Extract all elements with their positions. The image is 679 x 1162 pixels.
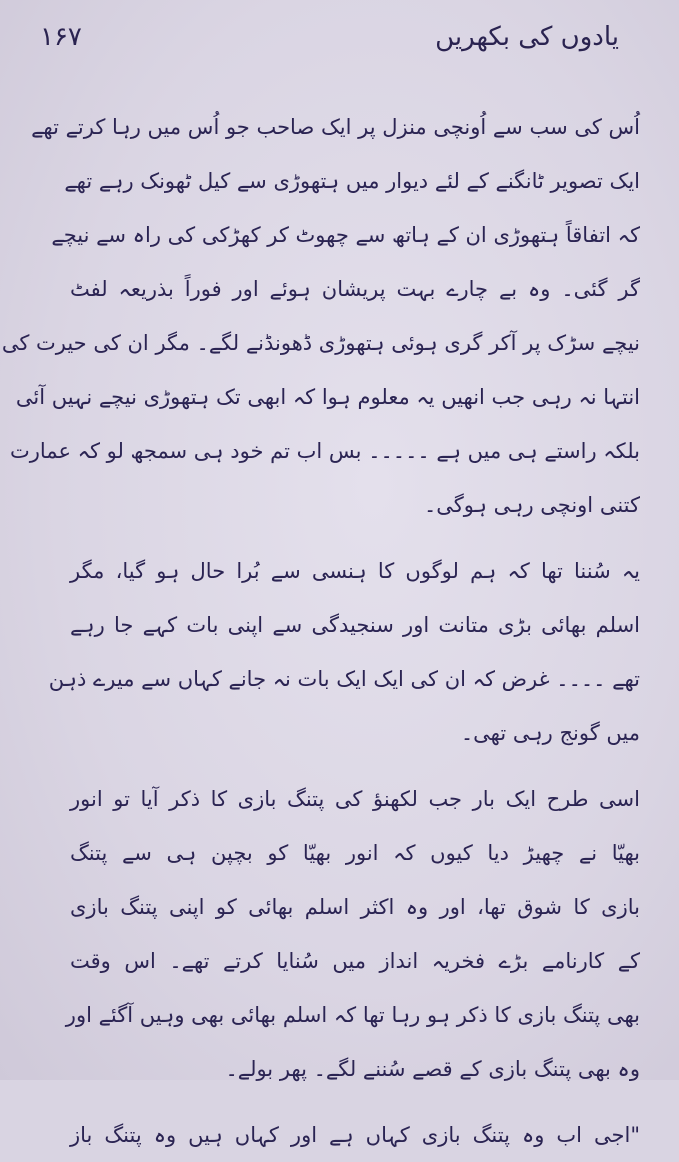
text-line: کہ اتفاقاً ہتھوڑی ان کے ہاتھ سے چھوٹ کر کھڑکی کی راہ سے نیچے — [51, 223, 640, 247]
text-line: بھیّا نے چھیڑ دیا کیوں کہ انور بھیّا کو بچپن ہی سے پتنگ — [70, 841, 640, 865]
text-line: یہ سُننا تھا کہ ہم لوگوں کا ہنسی سے بُرا حال ہو گیا، مگر — [70, 559, 640, 583]
paragraph-gap — [70, 532, 640, 544]
paragraph — [1, 100, 640, 532]
text-line: نیچے سڑک پر آکر گری ہوئی ہتھوڑی ڈھونڈنے لگے۔ مگر ان کی حیرت کی — [1, 331, 640, 355]
running-title: یادوں کی بکھریں — [435, 22, 619, 52]
paragraph — [65, 772, 640, 1096]
body-text — [1, 100, 640, 1162]
text-line: اسلم بھائی بڑی متانت اور سنجیدگی سے اپنی بات کہے جا رہے — [70, 613, 640, 637]
text-line: تھے ۔۔۔۔ غرض کہ ان کی ایک ایک بات نہ جانے کہاں سے میرے ذہن — [48, 667, 640, 691]
text-line: بھی پتنگ بازی کا ذکر ہو رہا تھا کہ اسلم بھائی بھی وہیں آگئے اور — [65, 1003, 640, 1027]
text-line: اسی طرح ایک بار جب لکھنؤ کی پتنگ بازی کا ذکر آیا تو انور — [70, 787, 640, 811]
paragraph — [70, 1108, 640, 1162]
text-line: گر گئی۔ وہ بے چارے بہت پریشان ہوئے اور فوراً بذریعہ لفٹ — [70, 277, 640, 301]
text-line: وہ بھی پتنگ بازی کے قصے سُننے لگے۔ پھر بولے۔ — [225, 1057, 640, 1081]
paragraph — [48, 544, 640, 760]
page-number: ۱۶۷ — [40, 22, 82, 52]
text-line: ایک تصویر ٹانگنے کے لئے دیوار میں ہتھوڑی سے کیل ٹھونک رہے تھے — [64, 169, 640, 193]
paragraph-gap — [70, 1096, 640, 1108]
text-line: بلکہ راستے ہی میں ہے ۔۔۔۔۔ بس اب تم خود ہی سمجھ لو کہ عمارت — [10, 439, 640, 463]
text-line: کے کارنامے بڑے فخریہ انداز میں سُنایا کرتے تھے۔ اس وقت — [70, 949, 640, 973]
text-line: "اجی اب وہ پتنگ بازی کہاں ہے اور کہاں ہیں وہ پتنگ باز — [70, 1123, 640, 1147]
text-line: میں گونج رہی تھی۔ — [460, 721, 640, 745]
text-line: اُس کی سب سے اُونچی منزل پر ایک صاحب جو اُس میں رہا کرتے تھے — [31, 115, 640, 139]
page-header — [40, 22, 619, 62]
paragraph-gap — [70, 760, 640, 772]
text-line: انتہا نہ رہی جب انھیں یہ معلوم ہوا کہ ابھی تک ہتھوڑی نیچے نہیں آئی — [15, 385, 640, 409]
text-line: کتنی اونچی رہی ہوگی۔ — [424, 493, 640, 517]
text-line: بازی کا شوق تھا، اور وہ اکثر اسلم بھائی کو اپنی پتنگ بازی — [70, 895, 640, 919]
